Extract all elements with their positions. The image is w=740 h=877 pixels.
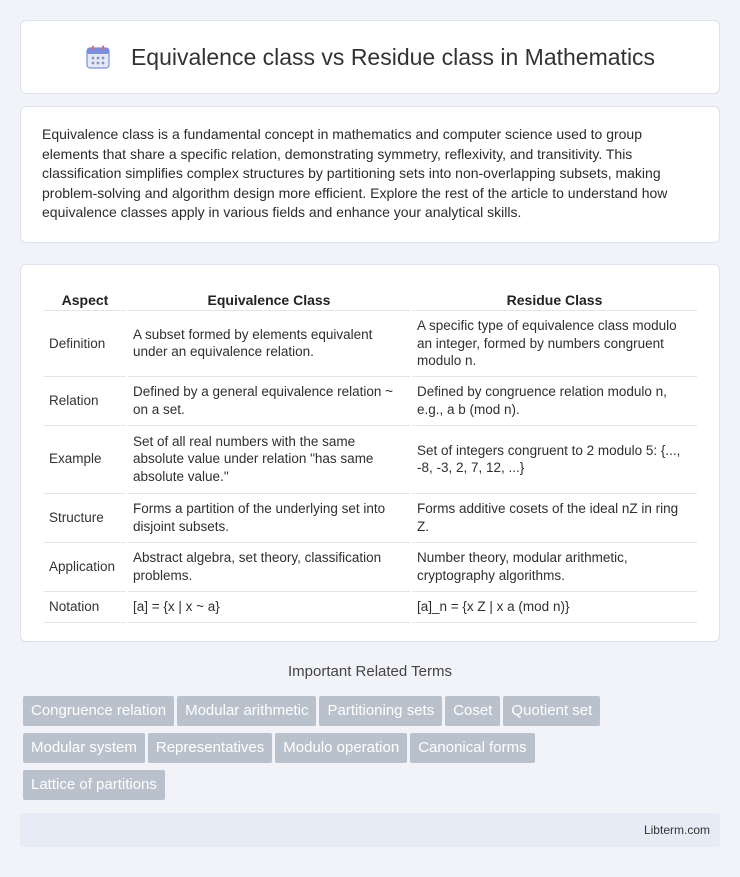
related-term-tag[interactable]: Coset <box>445 696 500 726</box>
related-term-tag[interactable]: Lattice of partitions <box>23 770 165 800</box>
related-term-tag[interactable]: Quotient set <box>503 696 600 726</box>
row-equivalence-value: Set of all real numbers with the same absolute value under relation "has same absolute value." <box>128 426 410 494</box>
row-equivalence-value: Defined by a general equivalence relation ~ on a set. <box>128 377 410 426</box>
table-header-row <box>44 285 697 311</box>
related-term-tag[interactable]: Partitioning sets <box>319 696 442 726</box>
row-residue-value: A specific type of equivalence class modulo an integer, formed by numbers congruent modulo n. <box>412 311 697 377</box>
related-term-tag[interactable]: Representatives <box>148 733 272 763</box>
row-equivalence-value: [a] = {x | x ~ a} <box>128 592 410 623</box>
intro-card <box>20 106 720 243</box>
table-row <box>44 543 697 592</box>
row-aspect: Notation <box>44 592 126 623</box>
table-row <box>44 311 697 377</box>
row-equivalence-value: A subset formed by elements equivalent under an equivalence relation. <box>128 311 410 377</box>
row-equivalence-value: Forms a partition of the underlying set into disjoint subsets. <box>128 494 410 543</box>
table-row <box>44 592 697 623</box>
table-row <box>44 426 697 494</box>
comparison-table <box>42 285 699 623</box>
page-title: Equivalence class vs Residue class in Mathematics <box>130 43 656 70</box>
header-residue-class: Residue Class <box>412 285 697 311</box>
related-term-tag[interactable]: Canonical forms <box>410 733 534 763</box>
row-aspect: Application <box>44 543 126 592</box>
row-aspect: Example <box>44 426 126 494</box>
related-term-tag[interactable]: Congruence relation <box>23 696 174 726</box>
footer-brand-link[interactable]: Libterm.com <box>643 823 710 837</box>
related-terms-list <box>23 696 723 807</box>
header-aspect: Aspect <box>44 285 126 311</box>
row-aspect: Structure <box>44 494 126 543</box>
related-term-tag[interactable]: Modulo operation <box>275 733 407 763</box>
row-aspect: Definition <box>44 311 126 377</box>
row-residue-value: Defined by congruence relation modulo n, e.g., a b (mod n). <box>412 377 697 426</box>
intro-text: Equivalence class is a fundamental concept in mathematics and computer science used to group elements that share a specific relation, demonstrating symmetry, reflexivity, and transitivity. This classification simplifies complex structures by partitioning sets into non-overlapping subsets, making problem-solving and algorithm design more efficient. Explore the rest of the article to understand how equivalence classes apply in various fields and enhance your analytical skills. <box>42 126 668 220</box>
comparison-card <box>20 264 720 642</box>
row-aspect: Relation <box>44 377 126 426</box>
row-equivalence-value: Abstract algebra, set theory, classification problems. <box>128 543 410 592</box>
row-residue-value: [a]_n = {x Z | x a (mod n)} <box>412 592 697 623</box>
footer <box>20 813 720 847</box>
table-row <box>44 494 697 543</box>
row-residue-value: Forms additive cosets of the ideal nZ in ring Z. <box>412 494 697 543</box>
header-equivalence-class: Equivalence Class <box>128 285 410 311</box>
related-terms-heading: Important Related Terms <box>288 663 452 680</box>
title-card <box>20 20 720 94</box>
calendar-icon <box>85 44 111 70</box>
table-row <box>44 377 697 426</box>
row-residue-value: Number theory, modular arithmetic, cryptography algorithms. <box>412 543 697 592</box>
row-residue-value: Set of integers congruent to 2 modulo 5: {..., -8, -3, 2, 7, 12, ...} <box>412 426 697 494</box>
related-term-tag[interactable]: Modular system <box>23 733 145 763</box>
related-term-tag[interactable]: Modular arithmetic <box>177 696 316 726</box>
